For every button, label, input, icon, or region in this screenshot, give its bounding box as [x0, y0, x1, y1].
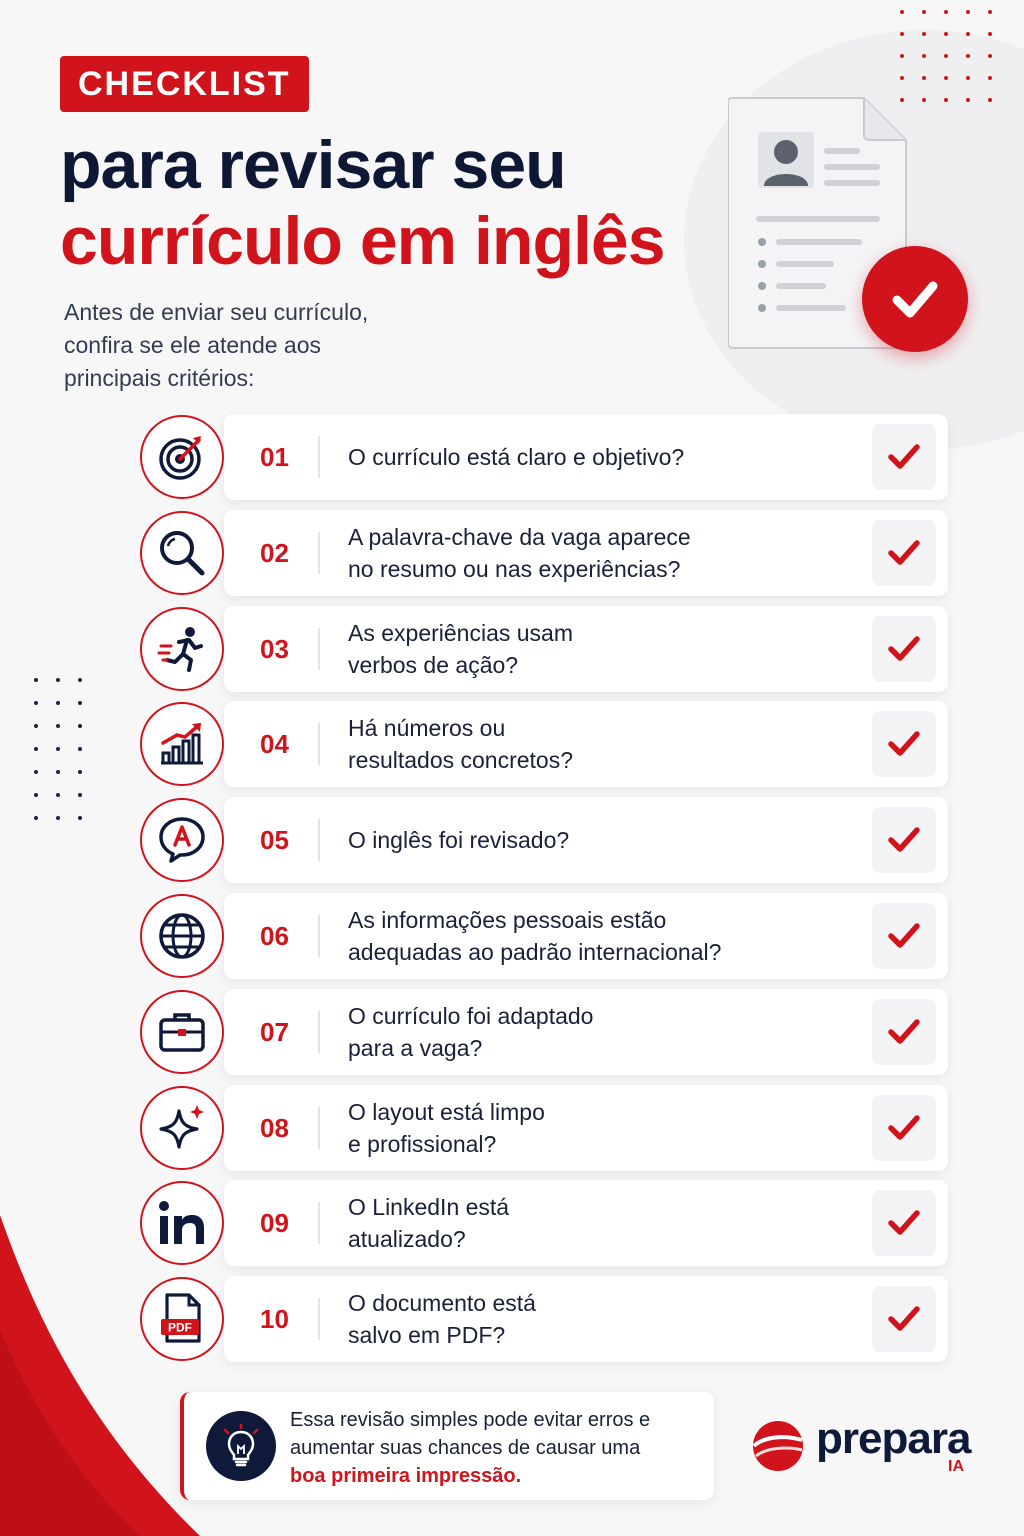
checklist-badge: CHECKLIST	[60, 56, 309, 112]
decorative-dot	[988, 98, 992, 102]
growth-chart-icon	[140, 702, 224, 786]
decorative-dot	[56, 678, 60, 682]
check-mark-icon[interactable]	[872, 711, 936, 777]
intro-line-2: confira se ele atende aos	[64, 332, 322, 358]
decorative-dot	[56, 770, 60, 774]
prepara-logo-mark-icon	[752, 1420, 804, 1472]
item-text	[348, 797, 848, 883]
check-mark-icon[interactable]	[872, 616, 936, 682]
checklist-item-02	[140, 510, 950, 596]
check-mark-icon[interactable]	[872, 520, 936, 586]
checklist-item-06	[140, 893, 950, 979]
decorative-dot	[988, 76, 992, 80]
lightbulb-icon	[206, 1411, 276, 1481]
check-mark-icon[interactable]	[872, 1286, 936, 1352]
prepara-ia-logo	[752, 1416, 982, 1486]
decorative-dot	[988, 32, 992, 36]
item-number: 04	[260, 728, 289, 759]
item-divider	[318, 628, 320, 670]
page-title-line2: currículo em inglês	[60, 203, 665, 279]
item-text-line-2: para a vaga?	[348, 1035, 483, 1061]
decorative-dot	[56, 816, 60, 820]
decorative-dot	[56, 724, 60, 728]
item-text	[348, 414, 848, 500]
tip-line-1: Essa revisão simples pode evitar erros e	[290, 1409, 651, 1431]
item-text	[348, 1085, 848, 1171]
item-divider	[318, 723, 320, 765]
tip-text	[290, 1406, 710, 1490]
checklist-item-10	[140, 1276, 950, 1362]
decorative-dot	[922, 76, 926, 80]
decorative-dot	[944, 32, 948, 36]
item-text-line-1: O layout está limpo	[348, 1099, 545, 1125]
decorative-dot	[34, 678, 38, 682]
page-title-line1: para revisar seu	[60, 127, 566, 203]
check-mark-icon[interactable]	[872, 807, 936, 873]
item-text-line-1: Há números ou	[348, 715, 506, 741]
decorative-dot	[944, 10, 948, 14]
decorative-dot	[944, 54, 948, 58]
decorative-dot	[34, 816, 38, 820]
decorative-dot	[34, 770, 38, 774]
decorative-dot	[988, 54, 992, 58]
decorative-dot	[900, 10, 904, 14]
item-text-line-2: no resumo ou nas experiências?	[348, 556, 681, 582]
check-mark-icon[interactable]	[872, 903, 936, 969]
item-text-line-1: As informações pessoais estão	[348, 907, 667, 933]
item-number: 05	[260, 824, 289, 855]
item-number: 06	[260, 920, 289, 951]
checklist-item-01	[140, 414, 950, 500]
decorative-dot	[966, 54, 970, 58]
item-number: 02	[260, 537, 289, 568]
decorative-dot	[900, 54, 904, 58]
item-text-line-2: adequadas ao padrão internacional?	[348, 939, 722, 965]
item-text-line-1: As experiências usam	[348, 620, 573, 646]
tip-line-2: aumentar suas chances de causar uma	[290, 1437, 641, 1459]
tip-box	[180, 1392, 714, 1500]
item-text	[348, 510, 848, 596]
sparkle-icon	[140, 1086, 224, 1170]
item-divider	[318, 915, 320, 957]
item-text	[348, 893, 848, 979]
pdf-file-icon	[140, 1277, 224, 1361]
item-text	[348, 1276, 848, 1362]
checklist-item-08	[140, 1085, 950, 1171]
approved-check-icon	[862, 246, 968, 352]
decorative-dot	[988, 10, 992, 14]
decorative-dot	[56, 793, 60, 797]
brand-name: prepara	[816, 1414, 971, 1463]
checklist-item-04	[140, 701, 950, 787]
decorative-dot	[966, 32, 970, 36]
decorative-dot	[922, 98, 926, 102]
item-number: 10	[260, 1303, 289, 1334]
decorative-dot	[78, 793, 82, 797]
item-text-line-1: O LinkedIn está	[348, 1194, 510, 1220]
item-number: 07	[260, 1016, 289, 1047]
check-mark-icon[interactable]	[872, 1190, 936, 1256]
item-text-line-2: atualizado?	[348, 1226, 466, 1252]
running-person-icon	[140, 607, 224, 691]
decorative-dot	[900, 76, 904, 80]
tip-highlight: boa primeira impressão.	[290, 1465, 522, 1487]
decorative-dot	[78, 747, 82, 751]
decorative-dot	[78, 724, 82, 728]
item-text-line-2: e profissional?	[348, 1131, 497, 1157]
decorative-dot	[34, 747, 38, 751]
decorative-dot	[922, 32, 926, 36]
item-text	[348, 989, 848, 1075]
decorative-dot	[34, 724, 38, 728]
dot-grid-top-right	[900, 10, 1000, 110]
decorative-dot	[944, 98, 948, 102]
decorative-dot	[34, 701, 38, 705]
brand-sub: IA	[948, 1458, 964, 1475]
search-icon	[140, 511, 224, 595]
item-number: 09	[260, 1207, 289, 1238]
item-divider	[318, 532, 320, 574]
decorative-dot	[900, 32, 904, 36]
decorative-dot	[922, 10, 926, 14]
decorative-dot	[78, 770, 82, 774]
intro-line-1: Antes de enviar seu currículo,	[64, 299, 369, 325]
item-text	[348, 606, 848, 692]
decorative-dot	[966, 10, 970, 14]
decorative-dot	[56, 701, 60, 705]
item-divider	[318, 436, 320, 478]
briefcase-icon	[140, 990, 224, 1074]
item-text-line-1: A palavra-chave da vaga aparece	[348, 524, 691, 550]
dot-grid-left	[34, 678, 94, 828]
item-text-line-2: verbos de ação?	[348, 652, 519, 678]
globe-icon	[140, 894, 224, 978]
item-text-line-1: O documento está	[348, 1290, 536, 1316]
checklist-item-05	[140, 797, 950, 883]
decorative-dot	[944, 76, 948, 80]
target-icon	[140, 415, 224, 499]
item-divider	[318, 1298, 320, 1340]
check-mark-icon[interactable]	[872, 424, 936, 490]
item-text-line-1: O currículo está claro e objetivo?	[348, 444, 685, 470]
item-text-line-2: resultados concretos?	[348, 747, 574, 773]
item-text	[348, 1180, 848, 1266]
item-divider	[318, 1202, 320, 1244]
item-text-line-1: O currículo foi adaptado	[348, 1003, 594, 1029]
item-text-line-1: O inglês foi revisado?	[348, 827, 570, 853]
item-text-line-2: salvo em PDF?	[348, 1322, 506, 1348]
decorative-dot	[56, 747, 60, 751]
checklist-item-03	[140, 606, 950, 692]
check-mark-icon[interactable]	[872, 999, 936, 1065]
intro-text	[64, 296, 444, 395]
decorative-dot	[922, 54, 926, 58]
item-divider	[318, 1107, 320, 1149]
decorative-dot	[34, 793, 38, 797]
check-mark-icon[interactable]	[872, 1095, 936, 1161]
decorative-dot	[966, 98, 970, 102]
item-number: 01	[260, 441, 289, 472]
checklist-item-07	[140, 989, 950, 1075]
decorative-dot	[966, 76, 970, 80]
checklist-item-09	[140, 1180, 950, 1266]
decorative-dot	[78, 678, 82, 682]
linkedin-icon	[140, 1181, 224, 1265]
svg-text:PDF: PDF	[168, 1320, 192, 1335]
decorative-dot	[78, 816, 82, 820]
decorative-dot	[78, 701, 82, 705]
intro-line-3: principais critérios:	[64, 365, 255, 391]
speech-bubble-a-icon	[140, 798, 224, 882]
item-number: 08	[260, 1112, 289, 1143]
item-divider	[318, 819, 320, 861]
item-text	[348, 701, 848, 787]
item-divider	[318, 1011, 320, 1053]
item-number: 03	[260, 633, 289, 664]
